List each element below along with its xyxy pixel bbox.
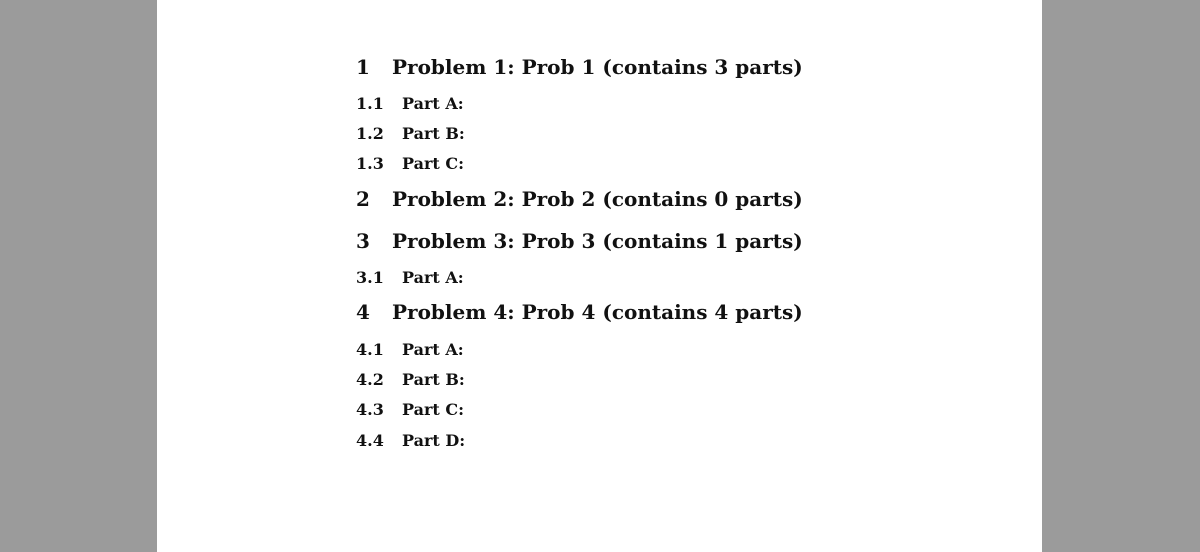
subsection-number: 1.3 [356, 154, 384, 173]
subsection-number: 1.1 [356, 94, 384, 113]
subsection-number: 4.2 [356, 370, 384, 389]
subsection-number: 1.2 [356, 124, 384, 143]
document-page [157, 0, 1042, 552]
subsection-heading [356, 124, 465, 143]
subsection-number: 4.1 [356, 340, 384, 359]
section-title: Problem 2: Prob 2 (contains 0 parts) [392, 187, 803, 211]
subsection-heading [356, 370, 465, 389]
subsection-title: Part A: [402, 268, 464, 287]
subsection-title: Part C: [402, 154, 464, 173]
section-number: 2 [356, 187, 370, 211]
subsection-title: Part A: [402, 94, 464, 113]
section-heading [356, 300, 803, 324]
subsection-heading [356, 400, 464, 419]
subsection-heading [356, 268, 464, 287]
subsection-heading [356, 94, 464, 113]
section-number: 1 [356, 55, 370, 79]
section-heading [356, 55, 803, 79]
subsection-heading [356, 154, 464, 173]
section-number: 4 [356, 300, 370, 324]
subsection-heading [356, 340, 464, 359]
section-title: Problem 3: Prob 3 (contains 1 parts) [392, 229, 803, 253]
section-heading [356, 187, 803, 211]
subsection-heading [356, 431, 465, 450]
subsection-title: Part D: [402, 431, 466, 450]
section-number: 3 [356, 229, 370, 253]
subsection-title: Part A: [402, 340, 464, 359]
subsection-title: Part B: [402, 124, 465, 143]
subsection-number: 4.3 [356, 400, 384, 419]
subsection-title: Part C: [402, 400, 464, 419]
subsection-number: 4.4 [356, 431, 384, 450]
section-title: Problem 4: Prob 4 (contains 4 parts) [392, 300, 803, 324]
section-title: Problem 1: Prob 1 (contains 3 parts) [392, 55, 803, 79]
subsection-number: 3.1 [356, 268, 384, 287]
subsection-title: Part B: [402, 370, 465, 389]
section-heading [356, 229, 803, 253]
